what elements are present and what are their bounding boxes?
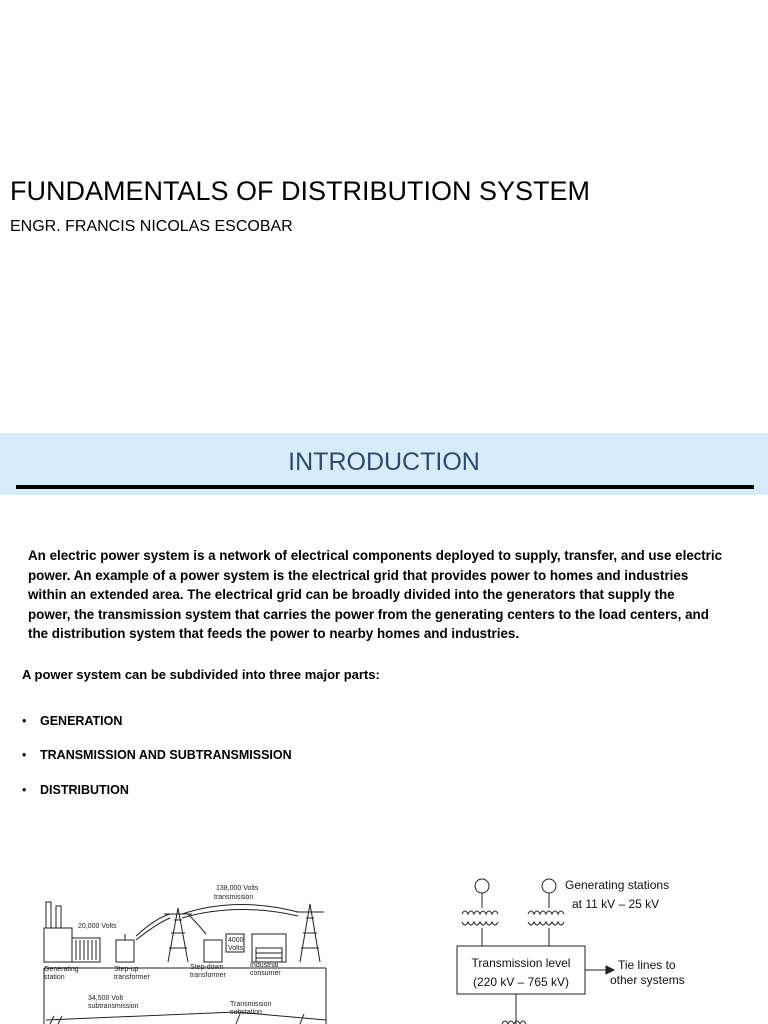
intro-paragraph	[28, 546, 752, 644]
gen-label-2: at 11 kV – 25 kV	[572, 897, 660, 911]
tie-label-1: Tie lines to	[618, 958, 676, 972]
box-label-2: (220 kV – 765 kV)	[472, 975, 570, 989]
section-heading: INTRODUCTION	[288, 448, 480, 476]
tie-label-2: other systems	[610, 973, 685, 987]
transformer-coil	[462, 911, 498, 914]
generating-station-building	[44, 928, 72, 962]
label-subtransmission: subtransmission	[88, 1003, 139, 1010]
label-4000: 4000	[228, 937, 244, 944]
label-transmission-substation-1: Transmission	[230, 1001, 272, 1008]
paragraph-line: An electric power system is a network of electrical components deployed to supply, transfer, and use electric	[28, 548, 723, 563]
label-20kv: 20,000 Volts	[78, 923, 117, 930]
section-divider	[16, 485, 754, 489]
bullet-dot: •	[22, 783, 27, 797]
bullet-distribution	[22, 783, 129, 797]
label-transmission: transmission	[214, 894, 254, 901]
bullet-label: GENERATION	[40, 714, 123, 728]
paragraph-line: power. An example of a power system is the electrical grid that provides power to homes and industries	[28, 567, 689, 583]
label-138kv: 138,000 Volts	[216, 885, 259, 892]
subdivision-intro: A power system can be subdivided into three major parts:	[22, 667, 380, 682]
transformer-coil	[528, 911, 564, 914]
bullet-transmission	[22, 748, 292, 762]
box-label-1: Transmission level	[471, 956, 571, 970]
label-34500: 34,500 Volt	[88, 995, 124, 1002]
step-down-transformer	[204, 940, 222, 962]
label-step-up: Step-up	[114, 966, 139, 973]
paragraph-line: the distribution system that feeds the power to nearby homes and industries.	[28, 626, 520, 642]
bullet-label: DISTRIBUTION	[40, 783, 129, 797]
label-volts: Volts	[228, 945, 244, 952]
label-transformer-2: transformer	[190, 972, 226, 979]
label-industrial: Industrial	[250, 962, 279, 969]
label-transmission-substation-2: substation	[230, 1009, 262, 1016]
bullet-dot: •	[22, 714, 27, 728]
step-up-transformer	[116, 940, 134, 962]
paragraph-line: within an extended area. The electrical grid can be broadly divided into the generators that supply the	[28, 587, 675, 603]
bullet-label: TRANSMISSION AND SUBTRANSMISSION	[40, 748, 292, 762]
generator-symbol	[475, 879, 489, 893]
label-transformer-1: transformer	[114, 974, 150, 981]
label-consumer: consumer	[250, 970, 281, 977]
generator-symbol	[542, 879, 556, 893]
label-step-down: Step-down	[190, 964, 224, 971]
gen-label-1: Generating stations	[565, 878, 670, 892]
transmission-tower	[300, 904, 320, 962]
slide-author: ENGR. FRANCIS NICOLAS ESCOBAR	[10, 218, 293, 235]
label-generating: Generating	[44, 966, 79, 973]
label-station: station	[44, 974, 65, 981]
generating-station-chimney	[46, 902, 51, 928]
bullet-generation	[22, 714, 122, 728]
paragraph-line: power, the transmission system that carries the power from the generating centers to the load centers, and	[28, 606, 709, 622]
slide-title: FUNDAMENTALS OF DISTRIBUTION SYSTEM	[10, 176, 591, 206]
transmission-block-diagram	[450, 870, 760, 1024]
power-system-illustration	[36, 878, 336, 1024]
bullet-dot: •	[22, 748, 27, 762]
transmission-tower	[168, 908, 188, 962]
